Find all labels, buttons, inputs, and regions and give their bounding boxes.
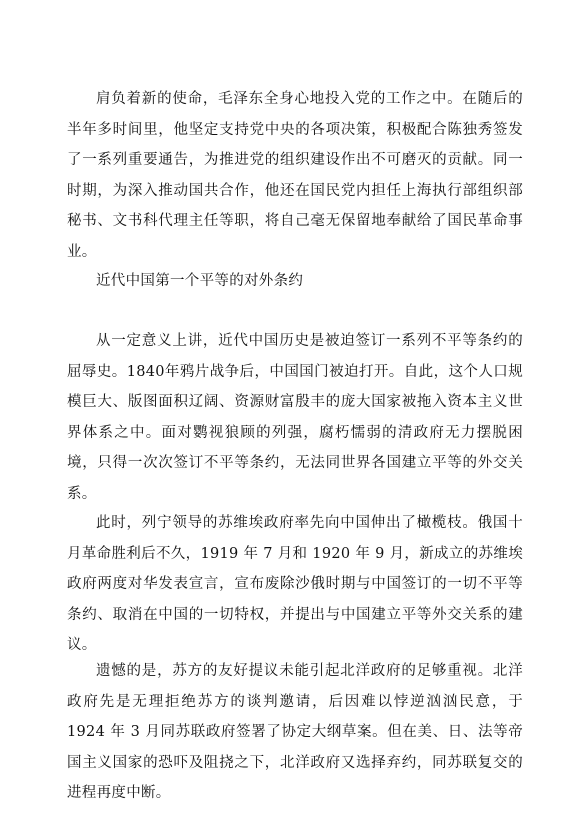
paragraph-beiyang-government: 遗憾的是，苏方的友好提议未能引起北洋政府的足够重视。北洋政府先是无理拒绝苏方的谈判邀请，后因难以悖逆汹汹民意，于 1924 年 3 月同苏联政府签署了协定大纲草案。但在美、日、法等帝国主义国家的恐吓及阻挠之下，北洋政府又选择弃约，同苏联复交的进程再度中断。 [67, 663, 523, 802]
section-heading: 近代中国第一个平等的对外条约 [96, 273, 304, 289]
paragraph-unequal-treaties: 从一定意义上讲，近代中国历史是被迫签订一系列不平等条约的屈辱史。1840年鸦片战争后，中国国门被迫打开。自此，这个人口规模巨大、版图面积辽阔、资源财富殷丰的庞大国家被拖入资本主义世界体系之中。面对鹦视狼顾的列强，腐朽懦弱的清政府无力摆脱困境，只得一次次签订不平等条约，无法同世界各国建立平等的外交关系。 [67, 333, 523, 502]
paragraph-soviet-declarations: 此时，列宁领导的苏维埃政府率先向中国伸出了橄榄枝。俄国十月革命胜利后不久，1919 年 7 月和 1920 年 9 月，新成立的苏维埃政府两度对华发表宣言，宣布废除沙俄时期与中国签订的一切不平等条约、取消在中国的一切特权，并提出与中国建立平等外交关系的建议。 [67, 515, 523, 654]
paragraph-mission: 肩负着新的使命，毛泽东全身心地投入党的工作之中。在随后的半年多时间里，他坚定支持党中央的各项决策，积极配合陈独秀签发了一系列重要通告，为推进党的组织建设作出不可磨灭的贡献。同一时期，为深入推动国共合作，他还在国民党内担任上海执行部组织部秘书、文书科代理主任等职，将自己毫无保留地奉献给了国民革命事业。 [67, 91, 523, 260]
